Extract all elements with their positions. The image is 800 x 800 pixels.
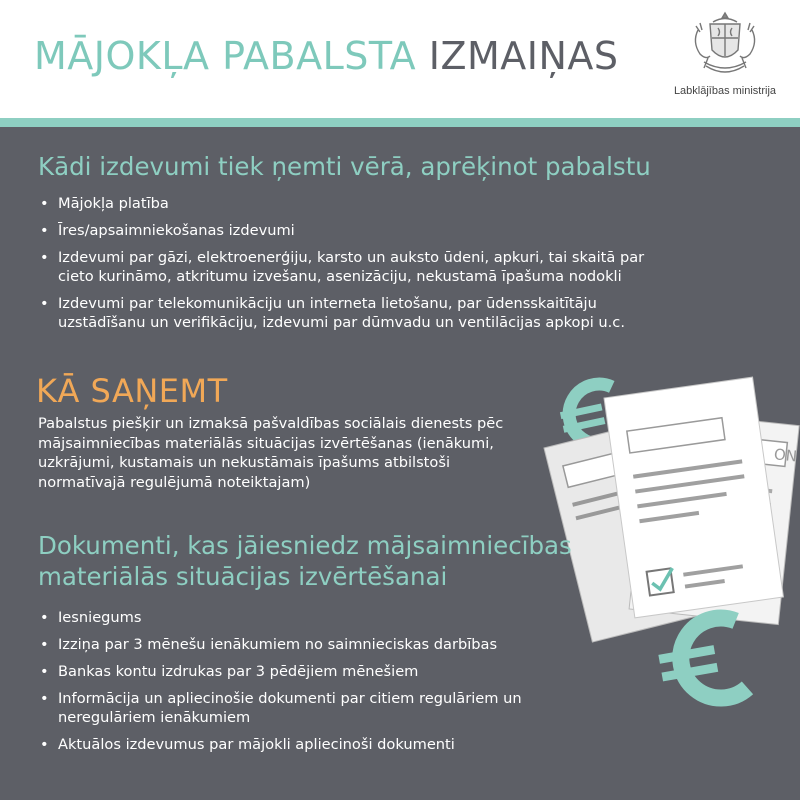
list-item: • Bankas kontu izdrukas par 3 pēdējiem mēnešiem	[40, 662, 560, 681]
list-item: • Izdevumi par gāzi, elektroenerģiju, karsto un auksto ūdeni, apkuri, tai skaitā par cieto kurināmo, atkritumu izvešanu, asenizāciju, nekustamā īpašuma nodokli	[40, 248, 680, 286]
title-part-2: IZMAIŅAS	[428, 34, 619, 78]
list-item: • Īres/apsaimniekošanas izdevumi	[40, 221, 680, 240]
title-part-1: MĀJOKĻA PABALSTA	[34, 34, 417, 78]
how-to-get-text: Pabalstus piešķir un izmaksā pašvaldības sociālais dienests pēc mājsaimniecības materiālās situācijas izvērtēšanas (ienākumi, uzkrājumi, kustamais un nekustāmais īpašums atbilstoši normatīvajā regulējumā noteiktajam)	[38, 415, 504, 491]
header	[0, 0, 800, 118]
documents-list	[40, 608, 560, 762]
page-title	[34, 34, 619, 78]
list-item: • Informācija un apliecinošie dokumenti par citiem regulāriem un neregulāriem ienākumiem	[40, 689, 560, 727]
list-item: • Iesniegums	[40, 608, 560, 627]
documents-illustration	[520, 370, 800, 790]
list-item: • Mājokļa platība	[40, 194, 680, 213]
list-item: • Izdevumi par telekomunikāciju un interneta lietošanu, par ūdensskaitītāju uzstādīšanu un verifikāciju, izdevumi par dūmvadu un ventilācijas apkopi u.c.	[40, 294, 680, 332]
list-item: • Aktuālos izdevumus par mājokli apliecinoši dokumenti	[40, 735, 560, 754]
euro-icon	[654, 615, 749, 708]
section1-heading: Kādi izdevumi tiek ņemti vērā, aprēķinot pabalstu	[38, 152, 651, 181]
document-icon	[604, 377, 783, 618]
checkbox-icon	[647, 568, 676, 595]
latvia-coat-of-arms-icon	[688, 10, 762, 82]
doc-label: ON	[773, 445, 798, 466]
ministry-logo	[670, 10, 780, 105]
section3-heading-line1: Dokumenti, kas jāiesniedz mājsaimniecības	[38, 531, 572, 560]
accent-band	[0, 118, 800, 127]
how-to-get-heading: KĀ SAŅEMT	[36, 372, 228, 410]
list-item: • Izziņa par 3 mēnešu ienākumiem no saimnieciskas darbības	[40, 635, 560, 654]
section3-heading-line2: materiālās situācijas izvērtēšanai	[38, 562, 448, 591]
expenses-list	[40, 194, 680, 340]
ministry-name: Labklājības ministrija	[673, 85, 777, 97]
